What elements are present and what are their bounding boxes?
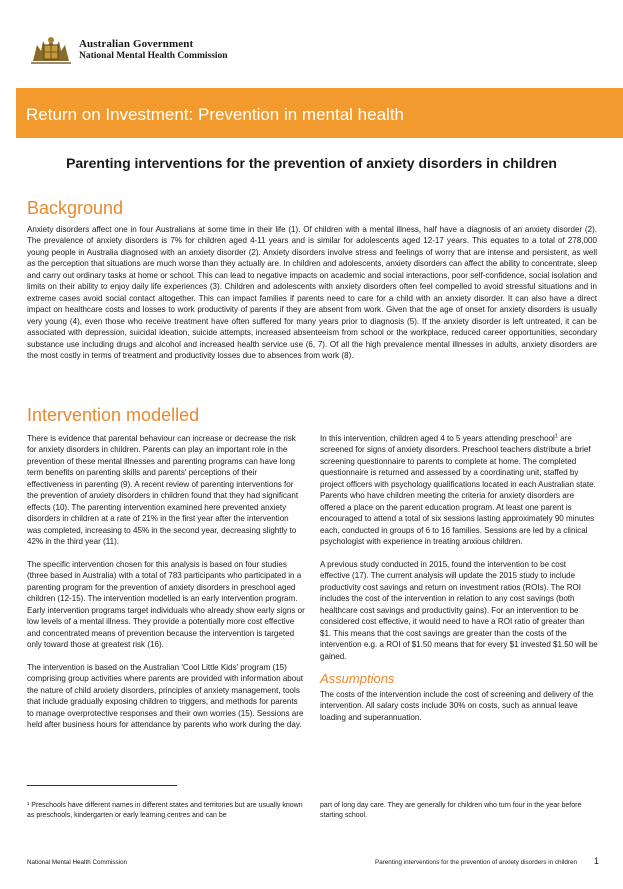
footer-document-title: Parenting interventions for the prevention of anxiety disorders in children — [375, 859, 577, 866]
right-column — [320, 433, 598, 735]
background-text: Anxiety disorders affect one in four Australians at some time in their life (1). Of children with a mental illness, half have a diagnosis of an anxiety disorder (2). The prevalence of anxiety disorders is 7% for children aged 4-11 years and is similar for adolescents aged 12-17 years. This equates to a total of 278,000 young people in Australia diagnosed with an anxiety disorder (2). Anxiety disorders involve stress and feelings of worry that are intense and persistent, as well as the perception that situations are much worse than they actually are. In children and adolescents, anxiety disorders can affect the ability to concentrate, sleep and carry out ordinary tasks at home or school. This can lead to negative impacts on academic and social interactions, poor self-confidence, social isolation and limits on their ability to enjoy daily life experiences (3). Children and adolescents with anxiety disorders often feel compelled to avoid stressful situations and in extreme cases avoid social contact altogether. This can impact families if parents need to care for a child with an anxiety disorder. It can also have a direct impact on healthcare costs and losses to work productivity of parents if they are absent from work. Given that the age of onset for anxiety disorders is usually very young (4), even those who receive treatment have often suffered for many years prior to diagnosis (5). If the anxiety disorder is left untreated, it can be associated with depression, suicidal ideation, suicide attempts, increased absenteeism from school or the workplace, reduced career opportunities, secondary substance use including drugs and alcohol and increased health service use (6, 7). Of all the high prevalence mental illnesses in adults, anxiety disorders are the most costly in terms of treatment and productivity losses due to absences from work (8). — [27, 225, 597, 360]
banner-title: Return on Investment: Prevention in mental health — [26, 105, 404, 124]
intervention-paragraph-1: There is evidence that parental behaviour can increase or decrease the risk for anxiety disorders in children. Parents can play an important role in the prevention of these mental illnesses and parenting programs can have long term benefits on parenting skills and parents' perceptions of their effectiveness in parenting (9). A recent review of parenting interventions for the prevention of anxiety disorders in children found that they had significant effects (10). The parenting intervention examined here prevented anxiety disorders in children at a rate of 21% in the first year after the intervention was completed, increasing to 45% in the second year, decreasing slightly to 42% in the third year (11). — [27, 434, 299, 547]
page-header — [0, 0, 623, 88]
title-banner — [16, 88, 623, 138]
page-number: 1 — [594, 856, 600, 866]
intervention-paragraph-3: The intervention is based on the Australian 'Cool Little Kids' program (15) comprising group activities where parents are provided with information about the nature of child anxiety disorders, principles of anxiety management, tools that include gradually exposing children to triggers, and methods for parents to manage overprotective responses and their own worries (15). Sessions are held after business hours for attendance by parents who work during the day. — [27, 663, 304, 730]
intervention-paragraph-2: The specific intervention chosen for this analysis is based on four studies (three based in Australia) with a total of 783 participants who participated in a parenting program for the prevention of anxiety disorders in preschool aged children (12-15). The intervention modelled is an early intervention program. Early intervention programs target individuals who already show early signs or low levels of a mental illness. They provide a potentially more cost effective and concentrated means of prevention because the intervention is targeted only toward those at greatest risk (16). — [27, 559, 305, 650]
government-name: Australian Government — [79, 38, 194, 50]
coat-of-arms-icon — [27, 33, 75, 67]
footnote-marker: 1 — [554, 433, 558, 440]
document-title: Parenting interventions for the prevention of anxiety disorders in children — [66, 155, 557, 171]
assumptions-text: The costs of the intervention include the cost of screening and delivery of the intervention. All salary costs include 30% on costs, such as annual leave loading and superannuation. — [320, 689, 594, 722]
intervention-paragraph-4: In this intervention, children aged 4 to 5 years attending preschool$^1$ are screened for signs of anxiety disorders. Preschool teachers distribute a brief screening questionnaire to parents to complete at home. The completed questionnaire is returned and assessed by a coordinating unit, staffed by project officers with psychology qualifications located in each Australian state. Parents who have children meeting the criteria for anxiety disorders are offered a place on the parent education program. At least one parent is encouraged to attend a total of six sessions lasting approximately 90 minutes each, conducted in groups of 6 to 16 families. Sessions are led by a clinical psychologist with experience in treating anxious children. — [320, 433, 596, 547]
background-heading: Background — [27, 198, 124, 218]
footnote-right: part of long day care. They are generally for children who turn four in the year before starting school. — [320, 802, 582, 819]
left-column — [27, 433, 305, 742]
intervention-heading: Intervention modelled — [27, 405, 200, 425]
footnote-left: ¹ Preschools have different names in different states and territories but are usually known as preschools, kindergarten or early learning centres and can be — [27, 802, 303, 819]
assumptions-heading: Assumptions — [320, 671, 395, 687]
commission-name: National Mental Health Commission — [79, 51, 228, 61]
intervention-paragraph-5: A previous study conducted in 2015, found the intervention to be cost effective (17). The current analysis will update the 2015 study to include productivity cost savings and return on investment ratios (ROIs). The ROI includes the cost of the intervention in relation to any cost savings (both healthcare cost savings and productivity gains). For an intervention to be considered cost effective, it would need to have a ROI ratio of greater than $1. This means that the cost savings are greater than the costs of the intervention e.g. a ROI of $1.50 means that for every $1 invested $1.50 will be gained. — [320, 559, 598, 661]
footer-organization: National Mental Health Commission — [27, 859, 128, 866]
footnote-divider — [27, 785, 177, 786]
